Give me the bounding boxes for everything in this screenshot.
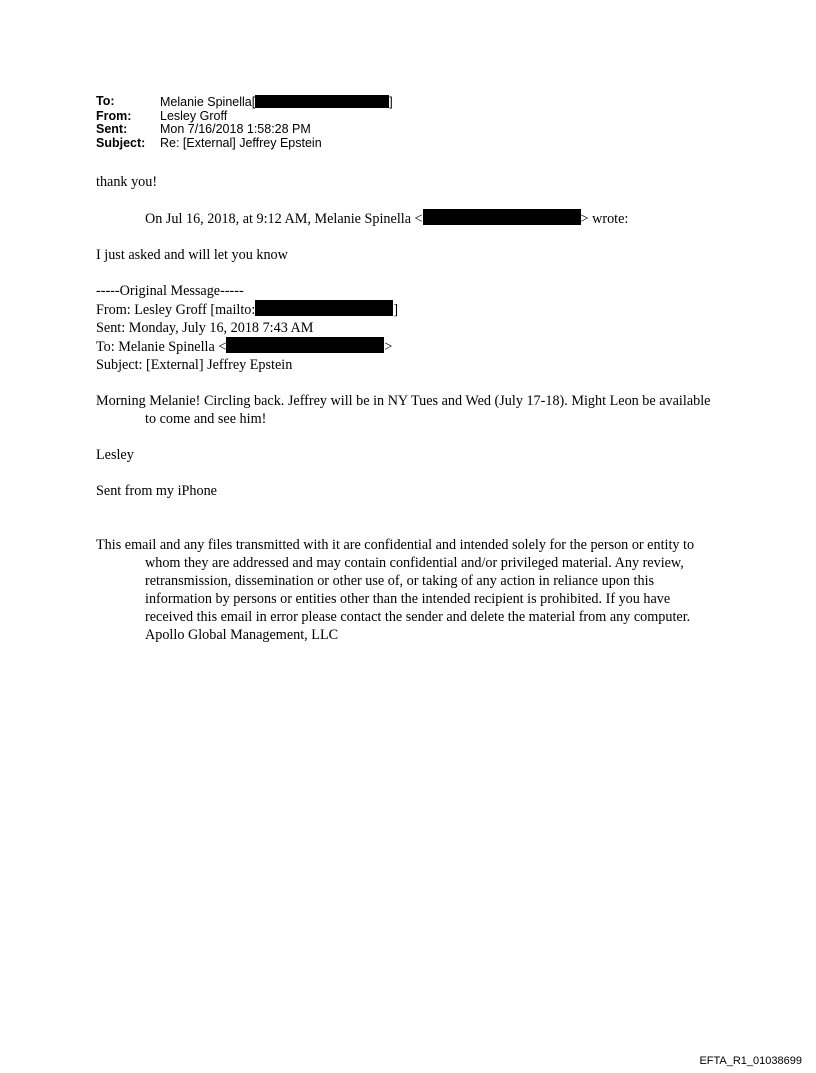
to-value: Melanie Spinella[ ] xyxy=(160,95,393,109)
subject-value: Re: [External] Jeffrey Epstein xyxy=(160,135,322,150)
subject-label: Subject: xyxy=(96,135,146,150)
signature: Lesley xyxy=(96,447,134,463)
original-marker: -----Original Message----- xyxy=(96,283,244,299)
redaction-box xyxy=(255,300,393,316)
original-message xyxy=(96,282,696,374)
disclaimer: This email and any files transmitted with it are confidential and intended solely for the person or entity to whom they are addressed and may contain confidential and/or privileged material. Any review, retransmission, dissemination or other use of, or taking of any action in reliance upon this information by persons or entities other than the intended recipient is prohibited. If you have received this email in error please contact the sender and delete the material from any computer. Apollo Global Management, LLC xyxy=(96,537,695,643)
sent-label: Sent: xyxy=(96,122,128,137)
message-text: Morning Melanie! Circling back. Jeffrey will be in NY Tues and Wed (July 17-18). Might Leon be available to come and see him! xyxy=(96,393,711,427)
quote-text: I just asked and will let you know xyxy=(96,247,288,263)
quote-intro: On Jul 16, 2018, at 9:12 AM, Melanie Spinella < > wrote: xyxy=(145,211,629,227)
sent-row xyxy=(96,123,393,137)
document-id: EFTA_R1_01038699 xyxy=(699,1055,802,1067)
original-subject: Subject: [External] Jeffrey Epstein xyxy=(96,357,293,373)
to-label: To: xyxy=(96,94,115,108)
original-to: To: Melanie Spinella < > xyxy=(96,339,393,355)
redaction-box xyxy=(423,209,581,225)
sent-value: Mon 7/16/2018 1:58:28 PM xyxy=(160,122,311,137)
to-row xyxy=(96,95,393,110)
original-sent: Sent: Monday, July 16, 2018 7:43 AM xyxy=(96,320,314,336)
redaction-box xyxy=(226,337,384,353)
redaction-box xyxy=(255,95,389,108)
from-value: Lesley Groff xyxy=(160,108,228,123)
email-body xyxy=(96,173,711,644)
subject-row xyxy=(96,137,393,151)
sent-from-line: Sent from my iPhone xyxy=(96,483,217,499)
original-from: From: Lesley Groff [mailto: ] xyxy=(96,302,399,318)
from-row xyxy=(96,110,393,124)
email-header xyxy=(96,95,393,150)
from-label: From: xyxy=(96,108,132,123)
reply-line: thank you! xyxy=(96,174,158,190)
